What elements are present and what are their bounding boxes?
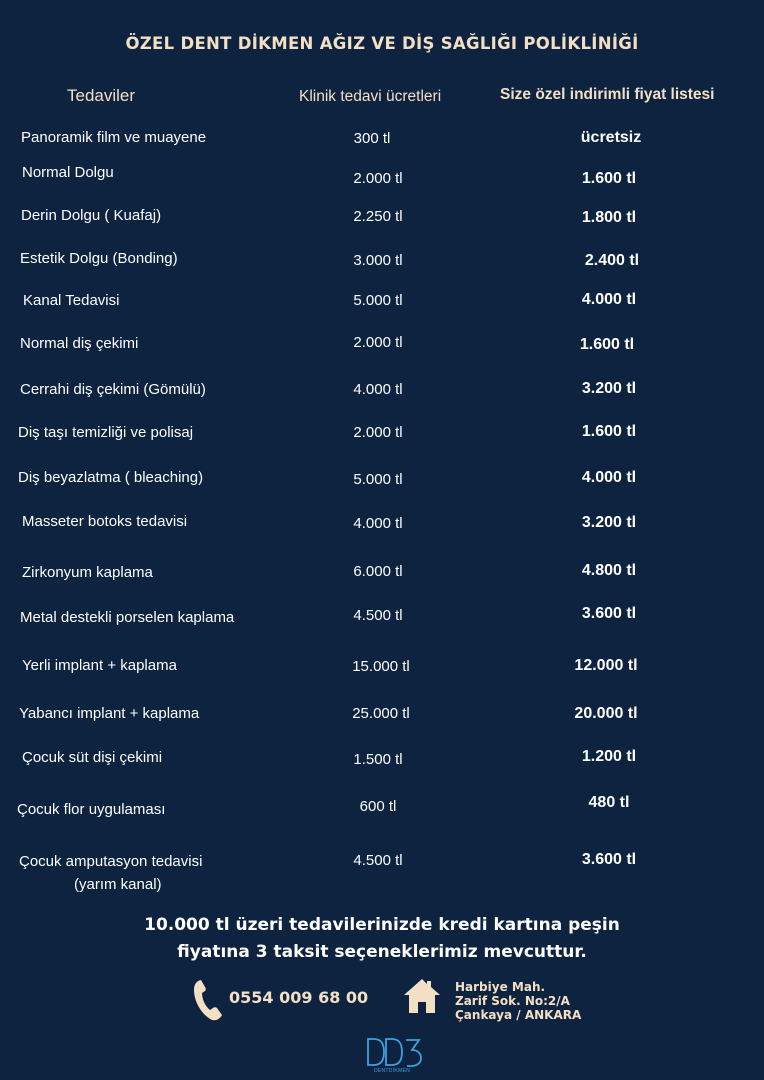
address [455,980,581,1022]
special-price: 4.000 tl [581,291,637,308]
special-price: 3.600 tl [581,605,637,622]
special-price: ücretsiz [580,129,642,146]
logo-mark [364,1036,426,1068]
treatment-name: Diş taşı temizliği ve polisaj [18,424,194,441]
special-price: 12.000 tl [574,657,638,674]
phone-number[interactable]: 0554 009 68 00 [229,988,369,1007]
address-line2: Zarif Sok. No:2/A [455,994,570,1008]
installment-note-line2: fiyatına 3 taksit seçeneklerimiz mevcuttur. [177,942,587,962]
clinic-price: 4.500 tl [353,852,403,869]
special-price: 1.600 tl [581,170,637,187]
special-price: 2.400 tl [584,252,640,269]
special-price: 1.600 tl [579,336,635,353]
clinic-price: 3.000 tl [353,252,403,269]
installment-note-line1: 10.000 tl üzeri tedavilerinizde kredi kartına peşin [144,915,620,935]
clinic-price: 300 tl [353,130,391,147]
clinic-price: 4.000 tl [353,381,403,398]
special-price: 3.200 tl [581,380,637,397]
treatment-name: Normal diş çekimi [20,335,139,352]
clinic-price: 15.000 tl [352,658,410,675]
address-line3: Çankaya / ANKARA [455,1008,582,1022]
clinic-price: 5.000 tl [353,292,403,309]
clinic-price: 2.000 tl [353,334,403,351]
page-title: ÖZEL DENT DİKMEN AĞIZ VE DİŞ SAĞLIĞI POLİKLİNİĞİ [125,34,639,53]
treatment-name: Kanal Tedavisi [23,292,120,309]
special-price: 3.600 tl [581,851,637,868]
phone-icon [192,978,226,1022]
special-price: 20.000 tl [574,705,638,722]
header-special-price: Size özel indirimli fiyat listesi [500,86,715,103]
clinic-price: 5.000 tl [353,471,403,488]
special-price: 1.600 tl [581,423,637,440]
special-price: 3.200 tl [581,514,637,531]
clinic-price: 6.000 tl [353,563,403,580]
logo-caption: DENTDİKMEN [373,1068,411,1074]
clinic-price: 2.250 tl [353,208,403,225]
special-price: 480 tl [588,794,630,811]
treatment-name: Çocuk süt dişi çekimi [22,749,163,766]
treatment-name: Çocuk amputasyon tedavisi [19,853,203,870]
treatment-name: Çocuk flor uygulaması [17,801,166,818]
clinic-price: 600 tl [359,798,397,815]
special-price: 1.200 tl [581,748,637,765]
treatment-name: Zirkonyum kaplama [22,564,153,581]
treatment-name: Yabancı implant + kaplama [19,705,200,722]
clinic-price: 2.000 tl [353,424,403,441]
clinic-price: 4.500 tl [353,607,403,624]
special-price: 4.000 tl [581,469,637,486]
clinic-price: 4.000 tl [353,515,403,532]
clinic-price: 25.000 tl [352,705,410,722]
home-icon [402,977,442,1015]
treatment-name-line2: (yarım kanal) [74,876,162,893]
treatment-name: Normal Dolgu [22,164,114,181]
treatment-name: Yerli implant + kaplama [22,657,177,674]
treatment-name: Estetik Dolgu (Bonding) [20,250,178,267]
treatment-name: Derin Dolgu ( Kuafaj) [21,207,162,224]
clinic-price: 2.000 tl [353,170,403,187]
special-price: 1.800 tl [581,209,637,226]
treatment-name: Cerrahi diş çekimi (Gömülü) [20,381,206,398]
treatment-name: Metal destekli porselen kaplama [20,609,235,626]
treatment-name: Panoramik film ve muayene [21,129,207,146]
clinic-price: 1.500 tl [353,751,403,768]
installment-note [0,912,764,966]
treatment-name: Diş beyazlatma ( bleaching) [18,469,204,486]
treatment-name: Masseter botoks tedavisi [22,513,188,530]
address-line1: Harbiye Mah. [455,980,546,994]
special-price: 4.800 tl [581,562,637,579]
header-clinic-price: Klinik tedavi ücretleri [299,88,442,105]
header-treatments: Tedaviler [67,86,136,105]
